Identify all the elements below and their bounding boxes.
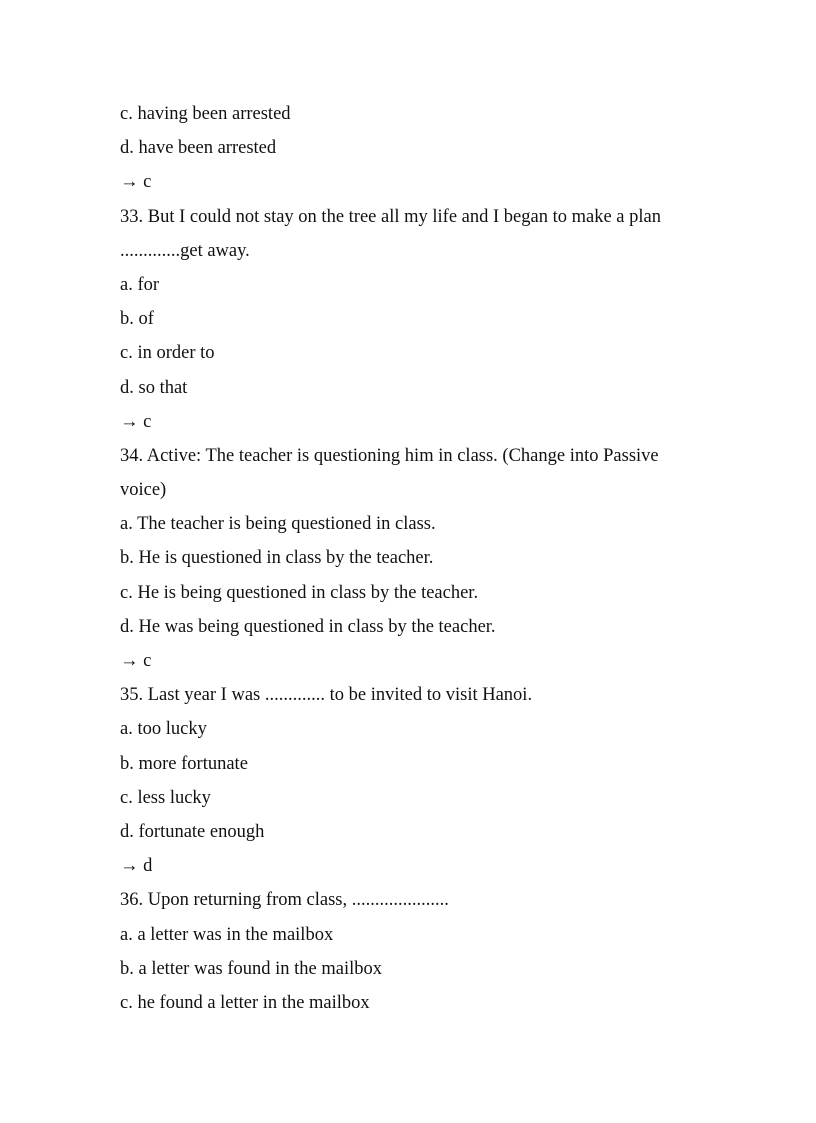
- answer-option: b. of: [120, 309, 154, 330]
- question-34: 34. Active: The teacher is questioning him in class. (Change into Passive: [120, 445, 659, 466]
- question-33-continued: .............get away.: [120, 240, 250, 261]
- answer-option: d. fortunate enough: [120, 821, 265, 842]
- answer-option: c. he found a letter in the mailbox: [120, 992, 370, 1013]
- question-33: 33. But I could not stay on the tree all my life and I began to make a plan: [120, 206, 661, 227]
- answer-option: c. He is being questioned in class by the teacher.: [120, 582, 479, 603]
- question-36: 36. Upon returning from class, .....................: [120, 890, 449, 911]
- answer-option: c. less lucky: [120, 787, 211, 808]
- answer-option: a. for: [120, 274, 160, 295]
- answer-option: d. have been arrested: [120, 138, 277, 159]
- question-34-continued: voice): [120, 480, 167, 501]
- answer-key: → d: [120, 856, 153, 877]
- answer-option: a. too lucky: [120, 719, 207, 740]
- answer-key: → c: [120, 172, 152, 193]
- document-body: [120, 97, 720, 1020]
- question-35: 35. Last year I was ............. to be invited to visit Hanoi.: [120, 685, 533, 706]
- answer-option: a. a letter was in the mailbox: [120, 924, 334, 945]
- answer-key: → c: [120, 651, 152, 671]
- answer-option: c. in order to: [120, 343, 215, 364]
- answer-key: → c: [120, 411, 152, 432]
- answer-option: b. He is questioned in class by the teacher.: [120, 548, 434, 569]
- answer-option: b. a letter was found in the mailbox: [120, 958, 383, 979]
- answer-option: a. The teacher is being questioned in class.: [120, 514, 436, 535]
- answer-option: d. He was being questioned in class by the teacher.: [120, 616, 496, 637]
- answer-option: b. more fortunate: [120, 753, 248, 774]
- answer-option: c. having been arrested: [120, 104, 291, 124]
- answer-option: d. so that: [120, 377, 188, 398]
